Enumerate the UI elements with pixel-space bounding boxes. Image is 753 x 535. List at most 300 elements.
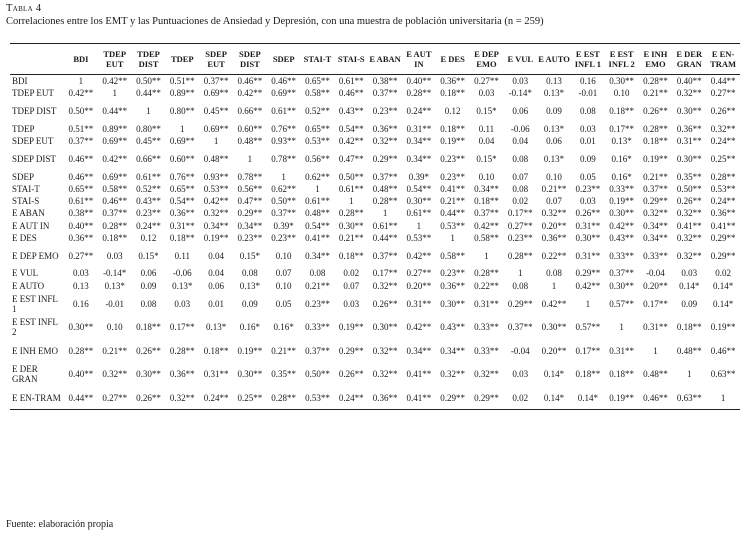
correlation-cell: 0.33** — [474, 345, 499, 356]
correlation-cell: 0.18** — [203, 345, 229, 356]
correlation-cell: 0.34** — [643, 220, 668, 231]
correlation-cell: 0.14* — [543, 369, 565, 379]
correlation-cell: 0.27** — [102, 392, 128, 403]
correlation-cell: 1 — [349, 196, 354, 207]
correlation-cell: 0.18** — [609, 369, 635, 379]
correlation-cell: 0.32** — [541, 208, 567, 219]
correlation-cell: 0.29** — [474, 392, 499, 403]
correlation-cell: 0.10 — [478, 171, 495, 182]
column-header: TDEP EUT — [103, 49, 127, 69]
column-header: BDI — [73, 54, 89, 64]
correlation-cell: 0.10 — [275, 280, 292, 291]
correlation-cell: 0.48** — [676, 345, 702, 356]
correlation-cell: 0.52** — [305, 106, 330, 117]
correlation-cell: 0.23** — [440, 154, 466, 164]
correlation-cell: 0.08 — [579, 106, 596, 117]
correlation-cell: 0.34** — [237, 220, 263, 231]
correlation-cell: 0.23** — [440, 268, 466, 279]
correlation-cell: 0.04 — [478, 136, 495, 147]
correlation-cell: 0.41** — [406, 369, 432, 379]
row-label: E DER GRAN — [12, 364, 38, 384]
correlation-cell: 0.32** — [102, 369, 128, 379]
correlation-cell: 0.24** — [136, 220, 161, 231]
correlation-cell: 0.36** — [710, 208, 736, 219]
correlation-cell: 0.31** — [575, 250, 601, 261]
correlation-cell: -0.14* — [103, 268, 127, 279]
correlation-cell: 0.04 — [512, 136, 529, 147]
row-label: E VUL — [12, 268, 39, 279]
correlation-cell: 0.18** — [102, 232, 128, 243]
correlation-cell: 0.29** — [710, 232, 736, 243]
correlation-cell: 0.61** — [271, 106, 297, 117]
correlation-cell: 0.03 — [106, 250, 123, 261]
correlation-cell: 0.42** — [203, 196, 229, 207]
correlation-cell: 0.61** — [406, 208, 432, 219]
table-row — [10, 75, 740, 88]
correlation-cell: 0.66** — [136, 154, 161, 164]
table-row — [10, 280, 740, 292]
correlation-cell: 0.27** — [406, 268, 432, 279]
correlation-cell: 0.19** — [203, 232, 229, 243]
table-row — [10, 232, 740, 244]
correlation-cell: 0.18** — [136, 322, 161, 332]
table-row — [10, 171, 740, 183]
correlation-cell: 0.18** — [169, 232, 195, 243]
correlation-cell: 0.44** — [68, 392, 94, 403]
column-header: E DER GRAN — [676, 49, 703, 69]
column-header: TDEP DIST — [137, 49, 160, 69]
correlation-cell: 0.21** — [305, 280, 330, 291]
correlation-cell: 0.22** — [541, 250, 567, 261]
correlation-cell: 0.42** — [338, 136, 364, 147]
correlation-cell: 0.58** — [102, 184, 128, 195]
table-row — [10, 207, 740, 219]
correlation-cell: 0.48** — [237, 136, 263, 147]
correlation-cell: 0.65** — [305, 123, 330, 134]
correlation-cell: 0.37** — [372, 88, 398, 99]
correlation-cell: 0.41** — [305, 232, 330, 243]
correlation-cell: 0.58** — [474, 232, 499, 243]
correlation-cell: 1 — [653, 345, 658, 356]
correlation-cell: 0.09 — [546, 106, 562, 117]
correlation-cell: 0.35** — [271, 369, 297, 379]
column-header: SDEP DIST — [239, 49, 261, 69]
correlation-cell: -0.06 — [172, 268, 192, 279]
correlation-cell: 0.12 — [140, 232, 157, 243]
correlation-cell: 0.47** — [237, 196, 263, 207]
correlation-cell: 0.50** — [676, 184, 702, 195]
row-label: STAI-S — [12, 196, 40, 207]
correlation-cell: 0.48** — [203, 154, 229, 164]
correlation-cell: 0.69** — [271, 88, 297, 99]
correlation-cell: 0.52** — [136, 184, 161, 195]
correlation-cell: 0.42** — [575, 280, 601, 291]
correlation-cell: 0.18** — [609, 106, 635, 117]
correlation-cell: 0.13* — [205, 322, 227, 332]
table-source-note: Fuente: elaboración propia — [6, 519, 114, 530]
correlation-cell: 0.19** — [338, 322, 364, 332]
correlation-cell: 0.21** — [643, 171, 668, 182]
table-row — [10, 183, 740, 195]
correlation-cell: 0.08 — [140, 298, 157, 309]
correlation-cell: 1 — [213, 136, 219, 147]
correlation-cell: 0.48** — [305, 208, 330, 219]
correlation-cell: 1 — [450, 232, 455, 243]
correlation-cell: 0.08 — [546, 268, 562, 279]
correlation-cell: 0.50** — [136, 76, 161, 87]
correlation-cell: 0.51** — [68, 123, 94, 134]
correlation-cell: 0.23** — [237, 232, 263, 243]
correlation-cell: 0.29** — [372, 154, 398, 164]
row-label: E DES — [12, 232, 37, 243]
correlation-cell: 1 — [382, 208, 388, 219]
correlation-cell: 0.61** — [338, 76, 364, 87]
correlation-cell: 0.08 — [242, 268, 258, 279]
column-header: E EST INFL 2 — [608, 49, 635, 69]
correlation-cell: 0.17** — [609, 123, 635, 134]
correlation-cell: 0.62** — [271, 184, 297, 195]
row-label: BDI — [12, 76, 28, 87]
correlation-cell: 0.19** — [609, 196, 635, 207]
correlation-cell: 0.23** — [305, 298, 330, 309]
correlation-cell: 0.33** — [474, 322, 499, 332]
correlation-cell: 0.34** — [406, 154, 432, 164]
correlation-cell: 0.54** — [338, 123, 364, 134]
correlation-cell: 0.46** — [237, 76, 263, 87]
correlation-cell: 0.16* — [273, 322, 294, 332]
row-label: E INH EMO — [12, 345, 58, 356]
correlation-cell: 0.18** — [575, 369, 601, 379]
correlation-cell: 0.30** — [609, 76, 635, 87]
correlation-cell: 0.50** — [271, 196, 297, 207]
correlation-cell: 0.26** — [643, 106, 668, 117]
correlation-cell: 0.31** — [474, 298, 499, 309]
correlation-cell: 0.37** — [305, 345, 330, 356]
correlation-cell: 0.17** — [507, 208, 533, 219]
correlation-cell: 0.36** — [372, 392, 398, 403]
table-row — [10, 135, 740, 147]
correlation-cell: 0.40** — [406, 76, 432, 87]
correlation-cell: 0.50** — [305, 369, 330, 379]
correlation-cell: 0.36** — [68, 232, 94, 243]
correlation-cell: 0.44** — [710, 76, 736, 87]
correlation-cell: 0.31** — [169, 220, 195, 231]
correlation-table-container — [10, 43, 740, 410]
correlation-cell: 0.18** — [440, 123, 466, 134]
correlation-cell: 0.13* — [239, 280, 260, 291]
row-label: E EST INFL 2 — [12, 317, 58, 337]
correlation-cell: 0.37** — [643, 184, 668, 195]
correlation-cell: 0.61** — [68, 196, 94, 207]
correlation-cell: 1 — [720, 392, 726, 403]
correlation-cell: 0.37** — [372, 250, 398, 261]
correlation-cell: 0.30** — [575, 232, 601, 243]
correlation-cell: -0.01 — [105, 298, 125, 309]
correlation-cell: 0.76** — [169, 171, 195, 182]
correlation-cell: 0.11 — [174, 250, 190, 261]
correlation-cell: 0.08 — [512, 184, 529, 195]
correlation-cell: 0.03 — [512, 369, 529, 379]
correlation-cell: 0.44** — [372, 232, 398, 243]
correlation-cell: 0.13 — [73, 280, 89, 291]
table-row — [10, 244, 740, 268]
correlation-cell: 0.40** — [68, 369, 94, 379]
correlation-cell: 0.03 — [579, 196, 596, 207]
correlation-cell: 0.93** — [271, 136, 297, 147]
correlation-cell: 0.60** — [169, 154, 195, 164]
correlation-cell: 0.16* — [611, 171, 632, 182]
correlation-cell: 0.03 — [681, 268, 698, 279]
correlation-cell: 0.18** — [338, 250, 364, 261]
correlation-cell: 0.32** — [710, 123, 736, 134]
correlation-cell: 0.06 — [140, 268, 157, 279]
correlation-cell: 0.31** — [575, 220, 601, 231]
row-label: E ABAN — [12, 208, 45, 219]
correlation-cell: 0.53** — [406, 232, 432, 243]
correlation-cell: 0.28** — [474, 268, 499, 279]
correlation-cell: 0.11 — [478, 123, 495, 134]
correlation-cell: 0.89** — [102, 123, 128, 134]
correlation-cell: 0.08 — [512, 154, 529, 164]
header-row — [10, 44, 740, 75]
row-label: E AUT IN — [12, 220, 50, 231]
correlation-cell: 0.40** — [676, 76, 702, 87]
correlation-cell: 0.08 — [512, 280, 529, 291]
correlation-cell: 0.54** — [406, 184, 432, 195]
correlation-cell: 0.43** — [136, 196, 161, 207]
table-row — [10, 386, 740, 410]
table-row — [10, 123, 740, 135]
correlation-cell: 0.33** — [609, 250, 635, 261]
correlation-cell: 0.09 — [242, 298, 258, 309]
correlation-cell: 0.19** — [440, 136, 466, 147]
correlation-cell: 0.21** — [102, 345, 128, 356]
correlation-cell: 0.34** — [406, 136, 432, 147]
row-label: TDEP — [12, 123, 35, 134]
column-header: E AUT IN — [406, 49, 432, 69]
correlation-cell: 0.31** — [406, 123, 432, 134]
correlation-cell: 0.42** — [474, 220, 499, 231]
correlation-cell: 0.26** — [575, 208, 601, 219]
correlation-cell: 0.30** — [676, 154, 702, 164]
correlation-cell: 0.45** — [136, 136, 161, 147]
correlation-cell: 0.25** — [710, 154, 736, 164]
correlation-cell: 0.23** — [372, 106, 398, 117]
correlation-cell: 0.61** — [305, 196, 330, 207]
correlation-cell: 0.42** — [406, 250, 432, 261]
correlation-cell: 1 — [78, 76, 84, 87]
correlation-cell: 0.48** — [372, 184, 398, 195]
correlation-cell: 0.37** — [372, 171, 398, 182]
correlation-cell: 0.24** — [710, 136, 736, 147]
correlation-cell: 0.32** — [169, 392, 195, 403]
correlation-cell: 0.80** — [136, 123, 161, 134]
correlation-cell: 0.28** — [68, 345, 94, 356]
correlation-cell: 0.23** — [271, 232, 297, 243]
correlation-cell: 0.23** — [507, 232, 533, 243]
correlation-cell: 0.13* — [543, 88, 565, 99]
correlation-cell: 0.02 — [512, 196, 529, 207]
correlation-cell: 1 — [686, 369, 692, 379]
correlation-cell: 0.28** — [643, 123, 668, 134]
correlation-cell: 0.26** — [372, 298, 398, 309]
correlation-cell: 0.65** — [169, 184, 195, 195]
row-label: E DEP EMO — [12, 250, 59, 261]
correlation-cell: 0.04 — [208, 268, 224, 279]
correlation-cell: 1 — [484, 250, 489, 261]
correlation-cell: 0.06 — [208, 280, 224, 291]
correlation-cell: -0.06 — [510, 123, 530, 134]
correlation-cell: 0.31** — [643, 322, 668, 332]
correlation-cell: 0.34** — [643, 232, 668, 243]
correlation-cell: 0.57** — [609, 298, 635, 309]
correlation-cell: 0.28** — [338, 208, 364, 219]
correlation-cell: 0.50** — [338, 171, 364, 182]
correlation-cell: 0.61** — [136, 171, 161, 182]
correlation-cell: 0.12 — [444, 106, 461, 117]
correlation-cell: 0.20** — [541, 345, 567, 356]
correlation-cell: 0.15* — [239, 250, 260, 261]
correlation-cell: 0.37** — [609, 268, 635, 279]
correlation-cell: 0.27** — [710, 88, 736, 99]
correlation-cell: 0.05 — [579, 171, 596, 182]
correlation-cell: 0.42** — [68, 88, 94, 99]
correlation-cell: 0.10 — [546, 171, 562, 182]
correlation-cell: 0.30** — [68, 322, 94, 332]
correlation-cell: 0.27** — [474, 76, 499, 87]
correlation-cell: 0.56** — [305, 154, 330, 164]
correlation-cell: 0.20** — [643, 280, 668, 291]
correlation-table — [10, 43, 740, 410]
correlation-cell: 0.26** — [676, 196, 702, 207]
correlation-cell: 0.29** — [643, 196, 668, 207]
correlation-cell: 0.10 — [275, 250, 292, 261]
correlation-cell: 0.03 — [73, 268, 89, 279]
correlation-cell: 0.78** — [237, 171, 263, 182]
correlation-cell: 0.58** — [440, 250, 466, 261]
correlation-cell: 0.30** — [406, 196, 432, 207]
correlation-cell: 0.17** — [372, 268, 398, 279]
table-row — [10, 292, 740, 316]
correlation-cell: 0.08 — [309, 268, 326, 279]
column-header: E INH EMO — [643, 49, 668, 69]
correlation-cell: 0.29** — [507, 298, 533, 309]
row-label: SDEP DIST — [12, 154, 56, 164]
correlation-cell: 0.03 — [478, 88, 495, 99]
correlation-cell: 0.18** — [643, 136, 668, 147]
correlation-cell: 0.19** — [237, 345, 263, 356]
correlation-cell: 0.24** — [203, 392, 229, 403]
correlation-cell: 0.37** — [203, 76, 229, 87]
row-label: E AUTO — [12, 280, 45, 291]
correlation-cell: 0.18** — [474, 196, 499, 207]
correlation-cell: 0.01 — [208, 298, 224, 309]
correlation-cell: 0.46** — [710, 345, 736, 356]
correlation-cell: 0.29** — [710, 250, 736, 261]
correlation-cell: 0.34** — [305, 250, 330, 261]
correlation-cell: 0.36** — [440, 76, 466, 87]
correlation-cell: 0.36** — [676, 123, 702, 134]
correlation-cell: 1 — [315, 184, 320, 195]
column-header: E AUTO — [538, 54, 570, 64]
correlation-cell: -0.14* — [508, 88, 532, 99]
correlation-cell: 0.28** — [643, 76, 668, 87]
correlation-cell: 0.62** — [305, 171, 330, 182]
table-row — [10, 220, 740, 232]
correlation-cell: 0.30** — [541, 322, 567, 332]
correlation-cell: 0.76** — [271, 123, 297, 134]
correlation-cell: 0.40** — [68, 220, 94, 231]
correlation-cell: 0.14* — [712, 298, 734, 309]
correlation-cell: 0.50** — [68, 106, 94, 117]
correlation-cell: 0.07 — [512, 171, 529, 182]
correlation-cell: 0.54** — [305, 220, 330, 231]
correlation-cell: 0.46** — [643, 392, 668, 403]
correlation-cell: 0.39* — [273, 220, 294, 231]
correlation-cell: 0.31** — [676, 136, 702, 147]
correlation-cell: 0.31** — [406, 298, 432, 309]
correlation-cell: 0.03 — [343, 298, 360, 309]
correlation-cell: 0.44** — [440, 208, 466, 219]
table-row — [10, 195, 740, 207]
correlation-cell: 0.34** — [440, 345, 466, 356]
correlation-cell: 0.42** — [102, 76, 128, 87]
correlation-cell: 0.16 — [579, 76, 596, 87]
correlation-cell: 0.13* — [104, 280, 125, 291]
correlation-cell: 1 — [518, 268, 523, 279]
correlation-cell: 0.51** — [169, 76, 195, 87]
correlation-cell: 0.42** — [541, 298, 567, 309]
column-header: E DES — [440, 54, 465, 64]
correlation-cell: 1 — [585, 298, 591, 309]
correlation-cell: 0.37** — [102, 208, 128, 219]
correlation-cell: 0.36** — [541, 232, 567, 243]
correlation-cell: 0.24** — [406, 106, 432, 117]
correlation-cell: 0.36** — [440, 280, 466, 291]
correlation-cell: 0.46** — [271, 76, 297, 87]
correlation-cell: 0.02 — [512, 392, 529, 403]
correlation-cell: 0.66** — [237, 106, 263, 117]
table-row — [10, 267, 740, 279]
correlation-cell: 0.33** — [609, 184, 635, 195]
correlation-cell: 0.32** — [676, 250, 702, 261]
correlation-cell: 0.14* — [712, 280, 734, 291]
correlation-cell: 0.32** — [440, 369, 466, 379]
correlation-cell: 0.46** — [338, 88, 364, 99]
correlation-cell: 0.15* — [138, 250, 159, 261]
column-header: E VUL — [507, 54, 534, 64]
correlation-cell: 0.32** — [474, 369, 499, 379]
correlation-cell: 0.37** — [271, 208, 297, 219]
correlation-cell: 0.32** — [676, 232, 702, 243]
correlation-cell: 0.69** — [102, 171, 128, 182]
correlation-cell: 0.17** — [643, 298, 668, 309]
correlation-cell: -0.01 — [578, 88, 598, 99]
correlation-cell: 0.31** — [609, 345, 635, 356]
correlation-cell: 0.44** — [136, 88, 161, 99]
column-header: E DEP EMO — [474, 49, 499, 69]
correlation-cell: 0.05 — [275, 298, 292, 309]
table-row — [10, 147, 740, 171]
correlation-cell: 0.25** — [237, 392, 263, 403]
correlation-cell: 0.45** — [203, 106, 229, 117]
column-header: TDEP — [170, 54, 194, 64]
correlation-cell: 0.61** — [338, 184, 364, 195]
correlation-cell: 1 — [180, 123, 185, 134]
correlation-cell: 0.32** — [372, 136, 398, 147]
correlation-cell: 0.09 — [140, 280, 157, 291]
correlation-cell: 0.17** — [575, 345, 601, 356]
